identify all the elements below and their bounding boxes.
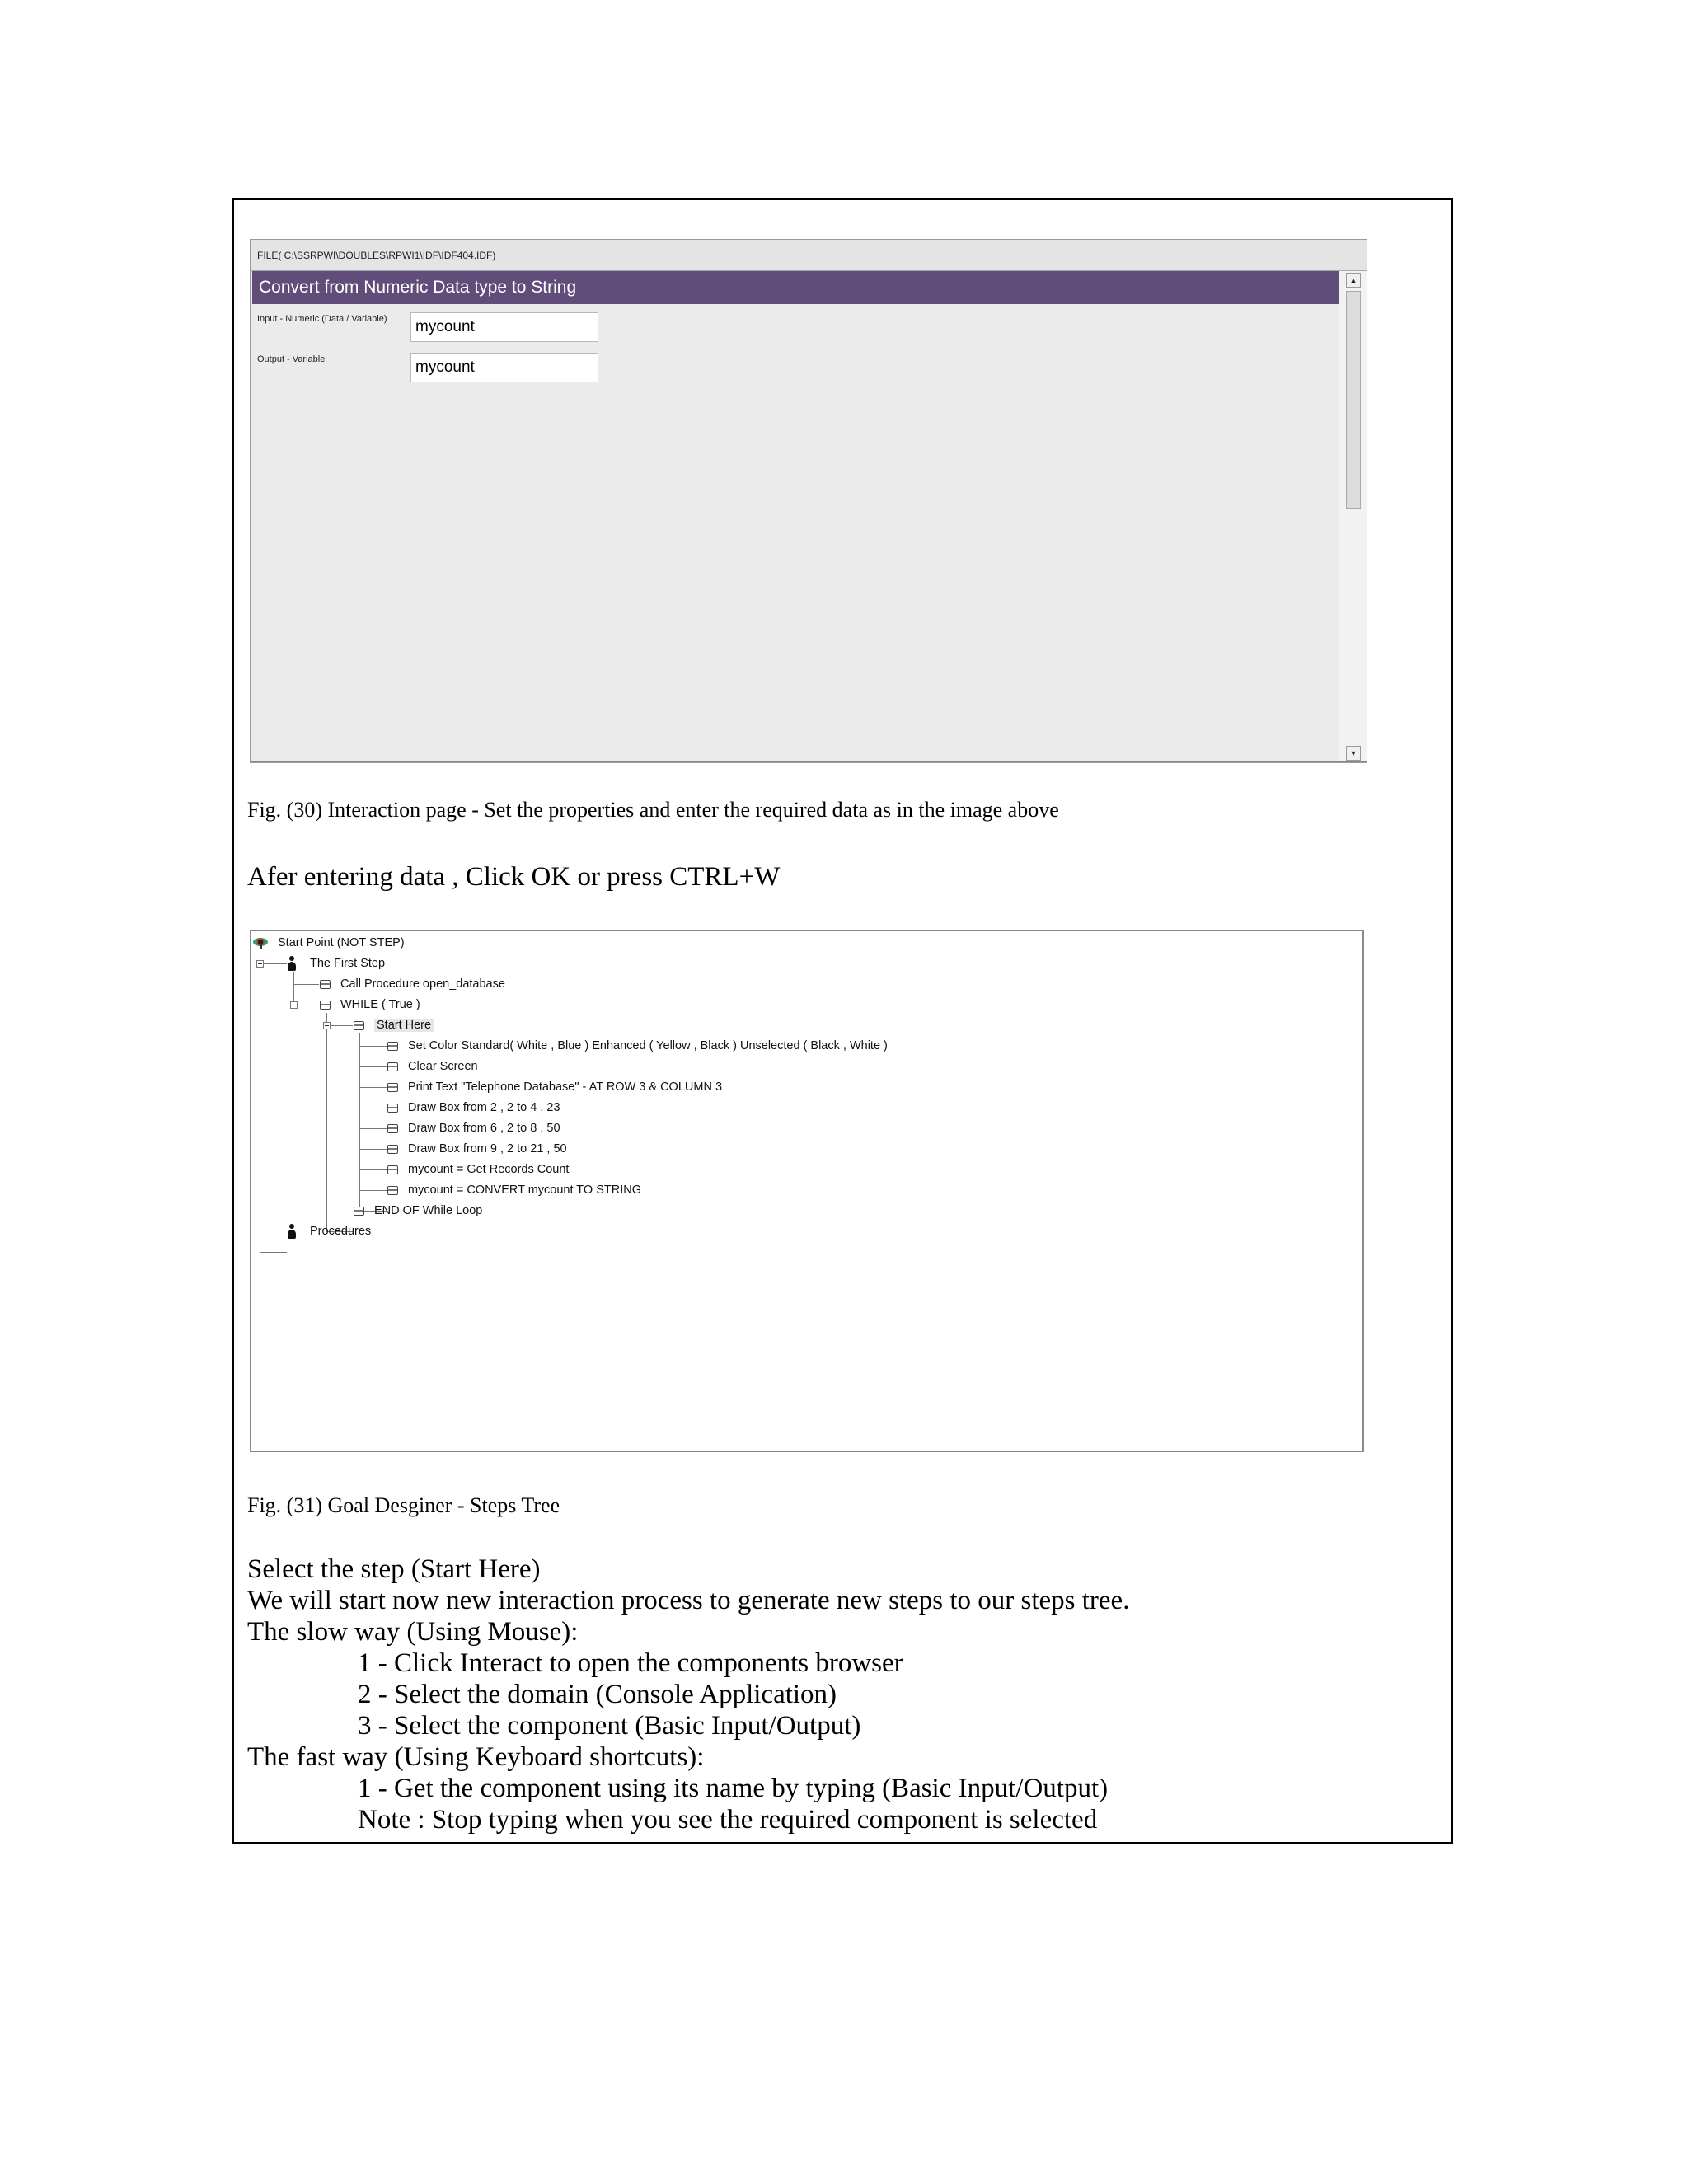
input-numeric-field[interactable] xyxy=(410,312,598,342)
figure-31-caption: Fig. (31) Goal Desginer - Steps Tree xyxy=(247,1493,560,1517)
person-icon xyxy=(287,1224,297,1239)
tree-node-draw-box-2[interactable] xyxy=(387,1120,560,1137)
collapse-toggle-icon[interactable] xyxy=(323,1022,331,1029)
instruction-start-interaction: We will start now new interaction process to generate new steps to our steps tree. xyxy=(247,1586,1130,1615)
tree-node-label: Draw Box from 2 , 2 to 4 , 23 xyxy=(408,1101,560,1114)
vertical-scrollbar[interactable] xyxy=(1339,271,1367,762)
tree-node-label: The First Step xyxy=(310,957,386,970)
step-icon xyxy=(320,1001,331,1010)
tree-node-get-records-count[interactable] xyxy=(387,1161,569,1178)
tree-node-label: END OF While Loop xyxy=(374,1204,483,1217)
tree-node-first-step[interactable] xyxy=(287,955,385,972)
tree-node-label: Print Text "Telephone Database" - AT ROW 3 & COLUMN 3 xyxy=(408,1080,723,1094)
step-icon xyxy=(387,1104,398,1113)
steps-tree-screenshot xyxy=(250,930,1364,1452)
tree-line xyxy=(293,984,319,985)
collapse-toggle-icon[interactable] xyxy=(256,960,264,968)
start-point-icon xyxy=(253,936,268,949)
tree-node-label: mycount = Get Records Count xyxy=(408,1163,570,1176)
scroll-down-arrow-icon[interactable]: ▼ xyxy=(1346,746,1361,761)
tree-node-convert-to-string[interactable] xyxy=(387,1182,641,1198)
step-icon xyxy=(354,1021,364,1030)
tree-node-set-color[interactable] xyxy=(387,1038,888,1054)
instruction-select-step: Select the step (Start Here) xyxy=(247,1554,541,1584)
tree-line xyxy=(359,1046,387,1047)
tree-node-label: Call Procedure open_database xyxy=(340,977,505,991)
tree-node-label: WHILE ( True ) xyxy=(340,998,420,1011)
step-icon xyxy=(320,980,331,989)
slow-way-step-3: 3 - Select the component (Basic Input/Output) xyxy=(358,1711,861,1741)
slow-way-step-1: 1 - Click Interact to open the components browser xyxy=(358,1648,903,1678)
tree-line xyxy=(359,1169,387,1170)
tree-line xyxy=(359,1128,387,1129)
bottom-divider xyxy=(251,761,1367,762)
tree-node-label: mycount = CONVERT mycount TO STRING xyxy=(408,1183,641,1197)
fast-way-heading: The fast way (Using Keyboard shortcuts): xyxy=(247,1742,705,1772)
tree-line xyxy=(326,1013,327,1231)
figure-30-caption: Fig. (30) Interaction page - Set the properties and enter the required data as in the image above xyxy=(247,798,1059,822)
tree-line xyxy=(260,1252,287,1253)
slow-way-heading: The slow way (Using Mouse): xyxy=(247,1617,579,1647)
collapse-toggle-icon[interactable] xyxy=(290,1001,298,1009)
step-icon xyxy=(387,1042,398,1051)
step-icon xyxy=(387,1062,398,1071)
slow-way-step-2: 2 - Select the domain (Console Application) xyxy=(358,1680,837,1709)
output-variable-field[interactable] xyxy=(410,353,598,382)
tree-node-start-here[interactable] xyxy=(354,1017,434,1033)
step-icon xyxy=(387,1083,398,1092)
interaction-page-screenshot xyxy=(250,239,1367,763)
tree-node-label: Draw Box from 6 , 2 to 8 , 50 xyxy=(408,1122,560,1135)
input-numeric-label: Input - Numeric (Data / Variable) xyxy=(257,314,387,324)
tree-node-while[interactable] xyxy=(320,996,420,1013)
tree-line xyxy=(359,1066,387,1067)
tree-node-label: Procedures xyxy=(310,1225,372,1238)
instructions-block xyxy=(247,1554,1129,1835)
tree-node-draw-box-1[interactable] xyxy=(387,1099,560,1116)
after-entering-instruction: Afer entering data , Click OK or press CTRL+W xyxy=(247,862,781,892)
output-variable-label: Output - Variable xyxy=(257,354,326,364)
step-icon xyxy=(387,1145,398,1154)
step-icon xyxy=(387,1124,398,1133)
step-icon xyxy=(354,1207,364,1216)
tree-line xyxy=(359,1190,387,1191)
component-title-bar: Convert from Numeric Data type to String xyxy=(252,271,1339,304)
tree-node-call-procedure[interactable] xyxy=(320,976,505,992)
scrollbar-thumb[interactable] xyxy=(1346,291,1361,509)
tree-node-label: Start Point (NOT STEP) xyxy=(278,936,405,949)
tree-line xyxy=(293,972,294,1005)
tree-node-draw-box-3[interactable] xyxy=(387,1141,567,1157)
tree-node-procedures[interactable] xyxy=(287,1223,371,1240)
tree-node-print-text[interactable] xyxy=(387,1079,722,1095)
tree-node-label: Start Here xyxy=(374,1019,434,1032)
person-icon xyxy=(287,956,297,971)
scroll-up-arrow-icon[interactable]: ▲ xyxy=(1346,273,1361,288)
file-path-bar: FILE( C:\SSRPWI\DOUBLES\RPWI1\IDF\IDF404.IDF) xyxy=(251,240,1367,271)
tree-node-label: Draw Box from 9 , 2 to 21 , 50 xyxy=(408,1142,567,1155)
tree-node-clear-screen[interactable] xyxy=(387,1058,478,1075)
tree-node-start-point[interactable] xyxy=(253,935,405,951)
tree-node-label: Clear Screen xyxy=(408,1060,478,1073)
tree-line xyxy=(359,1149,387,1150)
tree-line xyxy=(359,1033,360,1211)
tree-node-label: Set Color Standard( White , Blue ) Enhanced ( Yellow , Black ) Unselected ( Black , White ) xyxy=(408,1039,888,1052)
step-icon xyxy=(387,1165,398,1174)
step-icon xyxy=(387,1186,398,1195)
fast-way-note: Note : Stop typing when you see the required component is selected xyxy=(358,1805,1098,1835)
tree-node-end-while[interactable] xyxy=(354,1202,482,1219)
tree-line xyxy=(359,1087,387,1088)
fast-way-step-1: 1 - Get the component using its name by typing (Basic Input/Output) xyxy=(358,1774,1109,1803)
